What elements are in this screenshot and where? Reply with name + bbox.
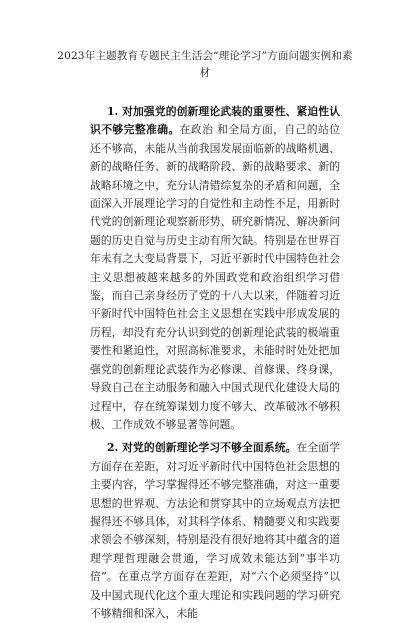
section-1-body: 在政治 和全局方面，自己的站位还不够高，未能从当前我国发展面临新的战略机遇、新的战略任务、新的战略阶段、新的战略要求、新的战略环境之中，充分认清错综复杂的矛盾和问题，全面深入开展理论学习的自觉性和主动性不足，用新时代党的创新理论观察新形势、研究新情况、解决新问题的历史自觉与历史主动有所欠缺。特别是在世界百年未有之大变局背景下，习近平新时代中国特色社会主义思想被越来越多的外国政党和政治组织学习借鉴，而自己亲身经历了党的十八大以来，伴随着习近平新时代中国特色社会主义思想在实践中形成发展的历程，却没有充分认识到党的创新理论武装的极端重要性和紧迫性，对照高标准要求，未能时时处处把加强党的创新理论武装作为必修课、首修课、终身课，导致自己在主动服务和融入中国式现代化建设大局的过程中，存在统筹谋划力度不够大、改革破冰不够积极、工作成效不够显著等问题。 (90, 123, 341, 431)
section-1-heading: 1. 对加强党的创新理论武装的重要性、紧迫性认识不够完整准确。 (90, 105, 340, 137)
section-2-body: 在全面学方面存在差距，对习近平新时代中国特色社会思想的主要内容，学习掌握得还不够完整准确，对这一重要思想的世界观、方法论和贯穿其中的立场观点方法把握得还不够具体，对其科学体系、精髓要义和实践要求领会不够深刻，特别是没有很好地将其中蕴含的道理学理哲理融会贯通，学习成效未能达到“事半功倍”。在重点学方面存在差距，对“六个必须坚持”以及中国式现代化这个重大理论和实践问题的学习研究不够精细和深入，未能 (90, 441, 341, 620)
section-1 (90, 103, 340, 434)
document-title: 2023年主题教育专题民主生活会“理论学习”方面问题实例和素材 (57, 50, 353, 79)
section-2 (90, 439, 340, 623)
section-2-heading: 2. 对党的创新理论学习不够全面系统。 (107, 441, 297, 455)
